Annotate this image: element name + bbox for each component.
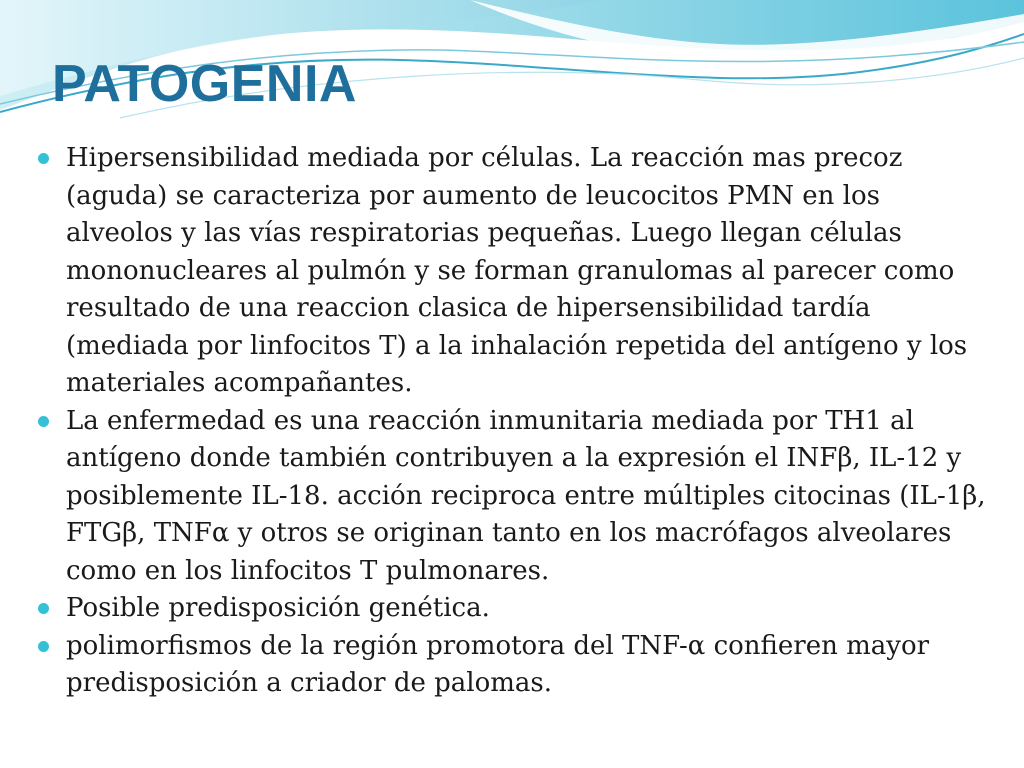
bullet-text: Hipersensibilidad mediada por células. La reacción mas precoz (aguda) se caracteriza por aumento de leucocitos PMN en los alveolos y las vías respiratorias pequeñas. Luego llegan células mononucleares al pulmón y se forman granulomas al parecer como resultado de una reaccion clasica de hipersensibilidad tardía (mediada por linfocitos T) a la inhalación repetida del antígeno y los materiales acompañantes.: [66, 143, 968, 398]
bullet-dot-icon: [38, 416, 49, 427]
bullet-text: La enfermedad es una reacción inmunitaria mediada por TH1 al antígeno donde también contribuyen a la expresión el INFβ, IL-12 y posiblemente IL-18. acción reciproca entre múltiples citocinas (IL-1β, FTGβ, TNFα y otros se originan tanto en los macrófagos alveolares como en los linfocitos T pulmonares.: [66, 405, 986, 586]
bullet-item: [38, 628, 993, 703]
bullet-item: [38, 590, 993, 628]
slide-title: PATOGENIA: [52, 55, 357, 113]
bullet-text: Posible predisposición genética.: [66, 593, 490, 623]
bullet-dot-icon: [38, 153, 49, 164]
bullet-dot-icon: [38, 641, 49, 652]
bullet-text: polimorfismos de la región promotora del TNF-α confieren mayor predisposición a criador de palomas.: [66, 630, 930, 698]
bullet-list: [38, 140, 993, 703]
bullet-dot-icon: [38, 603, 49, 614]
bullet-item: [38, 403, 993, 591]
bullet-item: [38, 140, 993, 403]
